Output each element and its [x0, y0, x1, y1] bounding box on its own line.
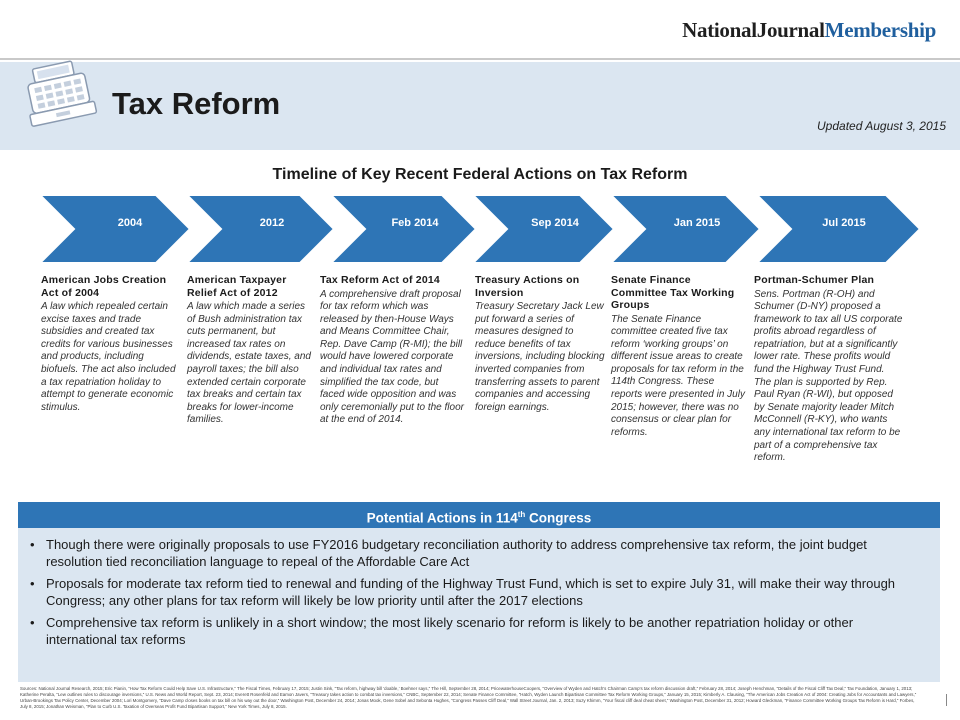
timeline-entry — [475, 274, 605, 414]
entry-heading: Tax Reform Act of 2014 — [320, 274, 440, 286]
timeline-title: Timeline of Key Recent Federal Actions on Tax Reform — [272, 166, 688, 183]
potential-actions-title — [18, 502, 940, 528]
entry-heading: Portman-Schumer Plan — [754, 274, 875, 286]
chevron-label: Jan 2015 — [673, 217, 721, 229]
bullet-item: • Though there were originally proposals to use FY2016 budgetary reconciliation authority to address comprehensive tax reform, the joint budget resolution tied reconciliation language to repeal of the Affordable Care Act — [30, 536, 918, 570]
page-edge-mark — [946, 694, 947, 706]
cash-register-icon — [22, 56, 98, 132]
chevron-label: Sep 2014 — [531, 217, 579, 229]
entry-body: The Senate Finance committee created five tax reform ‘working groups’ on different issue areas to create proposals for tax reform in the 114th Congress. These reports were presented in July 2015; however, there was no consensus or clear plan for reforms. — [611, 313, 745, 438]
entry-body: Treasury Secretary Jack Lew put forward a series of measures designed to reduce benefits of tax inversions, including blocking inverted companies from transferring assets to parent companies and accessing foreign earnings. — [475, 301, 605, 413]
title-text: Potential Actions in 114 — [366, 510, 518, 526]
entry-heading: American Taxpayer Relief Act of 2012 — [187, 274, 287, 299]
brand-logo — [682, 18, 936, 43]
chevron-label: Jul 2015 — [822, 217, 866, 229]
entry-body: A comprehensive draft proposal for tax reform which was released by then-House Ways and Means Committee Chair, Rep. Dave Camp (R-MI); the bill would have lowered corporate and individual tax rates and simplified the tax code, but faced wide opposition and was only ceremonially put to the floor at the end of 2014. — [320, 288, 464, 426]
sources-footnote: Sources: National Journal Research, 2015; Eric Pianin, “How Tax Reform Could Help Save U.S. Infrastructure,” The Fiscal Times, February 17, 2015; Justin Sink, “Tax reform, highway bill ‘doable,’ Boehner says,” The Hill, September 28, 2014; PricewaterhouseCoopers, “Overview of Wyden and Hatch’s Chairman Camp’s tax reform discussion draft,” February 28, 2014; Joseph Henchman, “Details of the Fiscal Cliff Tax Deal,” Tax Foundation, January 1, 2013; Katherine Peralta, “Lew outlines rules to discourage inversions,” U.S. News and World Report, Sept. 23, 2014; Everett Rosenfeld and Eamon Javers, “Treasury takes action to combat tax inversions,” CNBC, September 22, 2014; Senate Finance Committee, “Hatch, Wyden Launch Bipartisan Committee Tax Reform Working Groups,” January 15, 2015; Kimberly A. Clausing, “The American Jobs Creation Act of 2004: Creating Jobs for Accountants and Lawyers,” Urban-Brookings Tax Policy Center, December 2004; Lori Montgomery, “Dave Camp closes books on tax bill on his way out the door,” Washington Post, December 24, 2014; Jonas Mook, Gene Sobel and Sebonta Hughes, “Congress Passes Cliff Deal,” Wall Street Journal, Jan. 2, 2013; Suzy Khimm, “Your fiscal cliff deal cheat sheet,” Washington Post, December 31, 2012; Howard Gleckman, “Finance Committee Working Groups Tax Reform is Hard,” Forbes, July 8, 2015; Jonathan Weisman, “Plan to Curb U.S. Taxation of Overseas Profit Fund Bipartisan Support,” New York Times, July 8, 2015. — [20, 686, 917, 709]
chevron-label: Feb 2014 — [391, 217, 439, 229]
bullet-item: • Proposals for moderate tax reform tied to renewal and funding of the Highway Trust Fund, which is set to expire July 31, will make their way through Congress; any other plans for tax reform will likely be low priority until after the 2017 elections — [30, 575, 918, 609]
potential-actions-list — [18, 528, 940, 648]
brand-divider — [0, 58, 960, 60]
timeline-entry — [611, 274, 746, 439]
potential-actions-panel — [18, 502, 940, 682]
chevron-label: 2012 — [259, 217, 285, 229]
entry-heading: American Jobs Creation Act of 2004 — [41, 274, 167, 299]
chevron-label: 2004 — [117, 217, 143, 229]
timeline-entry — [41, 274, 176, 414]
timeline-chevrons — [40, 195, 920, 263]
timeline-entry — [187, 274, 315, 427]
brand-name: NationalJournal — [682, 18, 825, 42]
entry-heading: Senate Finance Committee Tax Working Groups — [611, 274, 735, 311]
updated-date: Updated August 3, 2015 — [817, 119, 946, 133]
timeline-entry — [320, 274, 464, 427]
entry-body: Sens. Portman (R-OH) and Schumer (D-NY) proposed a framework to tax all US corporate profits abroad regardless of repatriation, but at a significantly lower rate. These profits would fund the Highway Trust Fund. The plan is supported by Rep. Paul Ryan (R-WI), but opposed by Senate majority leader Mitch McConnell (R-KY), who wants any international tax reform to be part of a comprehensive tax reform. — [754, 288, 903, 464]
page-title: Tax Reform — [112, 86, 281, 121]
timeline-entry — [754, 274, 904, 465]
entry-body: A law which made a series of Bush administration tax cuts permanent, but increased tax rates on dividends, estate taxes, and payroll taxes; the bill also extended certain corporate tax breaks and certain tax breaks for lower-income families. — [187, 301, 311, 426]
title-ordinal: th — [517, 510, 526, 519]
entry-body: A law which repealed certain excise taxes and trade subsidies and created tax credits for various businesses and products, including biofuels. The act also included a tax repatriation holiday to attempt to generate economic stimulus. — [41, 301, 176, 413]
bullet-item: • Comprehensive tax reform is unlikely in a short window; the most likely scenario for reform is likely to be another repatriation holiday or other international tax reforms — [30, 614, 918, 648]
entry-heading: Treasury Actions on Inversion — [475, 274, 580, 299]
title-text: Congress — [525, 510, 592, 526]
brand-membership: Membership — [824, 18, 936, 42]
